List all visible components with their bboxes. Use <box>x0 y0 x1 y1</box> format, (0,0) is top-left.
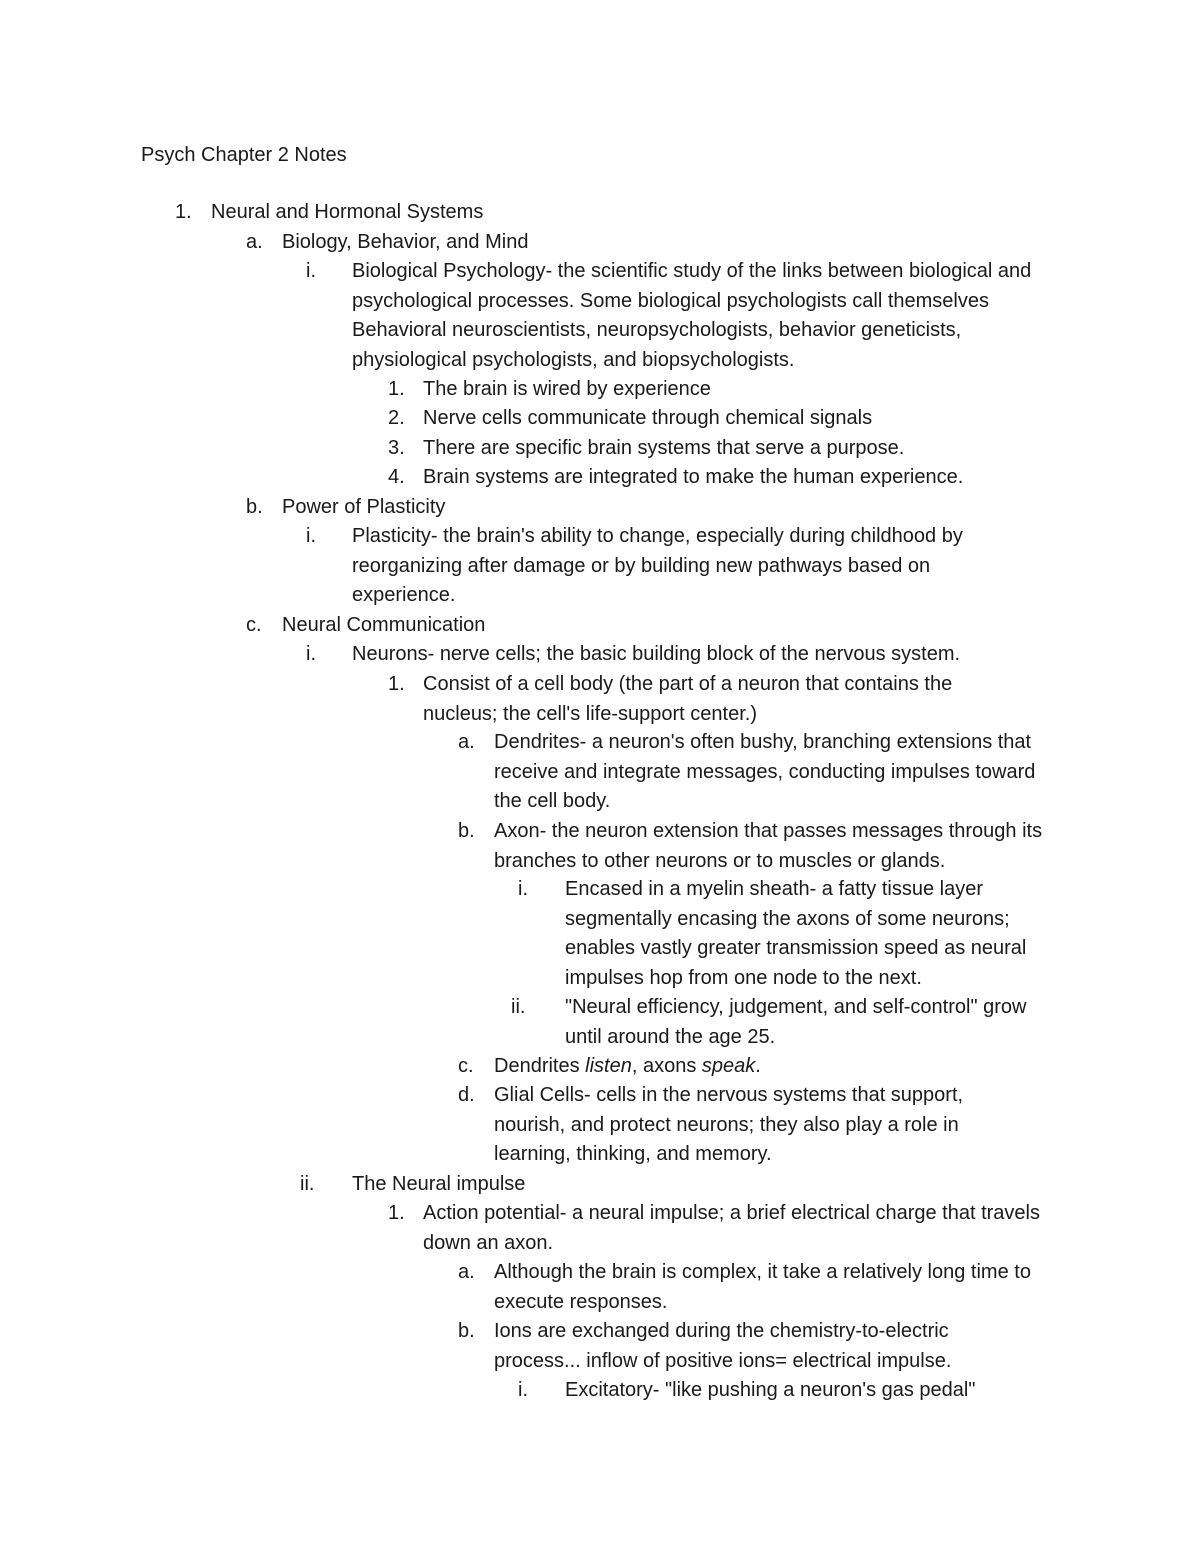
list-item <box>0 375 1200 405</box>
list-item-text: Nerve cells communicate through chemical signals <box>423 407 873 429</box>
list-item <box>0 1170 1200 1200</box>
list-item <box>0 198 1200 228</box>
list-item-text: The brain is wired by experience <box>423 378 711 400</box>
list-item <box>0 1199 1200 1259</box>
document-title: Psych Chapter 2 Notes <box>141 144 347 166</box>
list-marker: i. <box>518 1379 528 1401</box>
list-item-text: Encased in a myelin sheath- a fatty tissue layer segmentally encasing the axons of some neurons; enables vastly greater transmission speed as neural impulses hop from one node to the next. <box>565 878 1027 989</box>
list-item-text: "Neural efficiency, judgement, and self-control" grow until around the age 25. <box>565 996 1027 1048</box>
list-item-text: Brain systems are integrated to make the human experience. <box>423 466 964 488</box>
list-marker: 1. <box>388 1202 405 1224</box>
list-item <box>0 670 1200 730</box>
list-item <box>0 728 1200 818</box>
list-marker: 1. <box>175 201 192 223</box>
list-marker: b. <box>246 496 263 518</box>
list-item-text: Power of Plasticity <box>282 496 446 518</box>
list-item-text: Neural Communication <box>282 614 486 636</box>
list-marker: 3. <box>388 437 405 459</box>
list-item-text: Dendrites- a neuron's often bushy, branching extensions that receive and integrate messages, conducting impulses toward the cell body. <box>494 731 1036 812</box>
list-item <box>0 522 1200 612</box>
list-marker: 2. <box>388 407 405 429</box>
list-marker: i. <box>518 878 528 900</box>
list-item <box>0 463 1200 493</box>
list-marker: i. <box>306 525 316 547</box>
list-marker: a. <box>458 1261 475 1283</box>
list-item <box>0 875 1200 995</box>
emphasis-text: speak <box>701 1055 756 1077</box>
list-item-text <box>494 1052 1074 1082</box>
list-item-text: Plasticity- the brain's ability to change, especially during childhood by reorganizing after damage or by building new pathways based on experience. <box>352 525 963 606</box>
list-item <box>0 1258 1200 1318</box>
list-marker: i. <box>306 643 316 665</box>
list-item-text: The Neural impulse <box>352 1173 526 1195</box>
list-item <box>0 493 1200 523</box>
list-marker: c. <box>246 614 262 636</box>
list-item-text: Glial Cells- cells in the nervous systems that support, nourish, and protect neurons; they also play a role in learning, thinking, and memory. <box>494 1084 964 1165</box>
list-marker: ii. <box>511 996 526 1018</box>
list-item-text: Neurons- nerve cells; the basic building block of the nervous system. <box>352 643 961 665</box>
list-item <box>0 1052 1200 1082</box>
list-marker: a. <box>246 231 263 253</box>
list-item-text: Excitatory- "like pushing a neuron's gas pedal" <box>565 1379 976 1401</box>
list-item-text: Although the brain is complex, it take a relatively long time to execute responses. <box>494 1261 1031 1313</box>
list-item <box>0 257 1200 377</box>
list-item <box>0 404 1200 434</box>
list-marker: b. <box>458 820 475 842</box>
emphasis-text: listen <box>585 1055 632 1077</box>
list-item-text: There are specific brain systems that serve a purpose. <box>423 437 905 459</box>
text-run: Dendrites <box>494 1055 586 1077</box>
list-marker: 1. <box>388 673 405 695</box>
list-item-text: Axon- the neuron extension that passes messages through its branches to other neurons or to muscles or glands. <box>494 820 1043 872</box>
list-item <box>0 993 1200 1053</box>
list-item-text: Biology, Behavior, and Mind <box>282 231 529 253</box>
list-marker: i. <box>306 260 316 282</box>
list-item-text: Neural and Hormonal Systems <box>211 201 484 223</box>
list-item <box>0 228 1200 258</box>
list-item <box>0 817 1200 877</box>
list-item <box>0 1376 1200 1406</box>
list-marker: 1. <box>388 378 405 400</box>
list-item <box>0 640 1200 670</box>
list-item-text: Consist of a cell body (the part of a neuron that contains the nucleus; the cell's life-support center.) <box>423 673 953 725</box>
list-item-text: Action potential- a neural impulse; a brief electrical charge that travels down an axon. <box>423 1202 1040 1254</box>
text-run: . <box>755 1055 761 1077</box>
list-marker: b. <box>458 1320 475 1342</box>
list-marker: a. <box>458 731 475 753</box>
list-item <box>0 434 1200 464</box>
list-marker: 4. <box>388 466 405 488</box>
list-item <box>0 1081 1200 1171</box>
list-marker: ii. <box>300 1173 315 1195</box>
list-item-text: Ions are exchanged during the chemistry-to-electric process... inflow of positive ions= electrical impulse. <box>494 1320 952 1372</box>
list-item-text: Biological Psychology- the scientific study of the links between biological and psychological processes. Some biological psychologists call themselves Behavioral neuroscientists, neuropsychologists, behavior geneticists, physiological psychologists, and biopsychologists. <box>352 260 1032 371</box>
list-marker: d. <box>458 1084 475 1106</box>
text-run: , axons <box>631 1055 702 1077</box>
list-item <box>0 611 1200 641</box>
list-item <box>0 1317 1200 1377</box>
list-marker: c. <box>458 1055 474 1077</box>
